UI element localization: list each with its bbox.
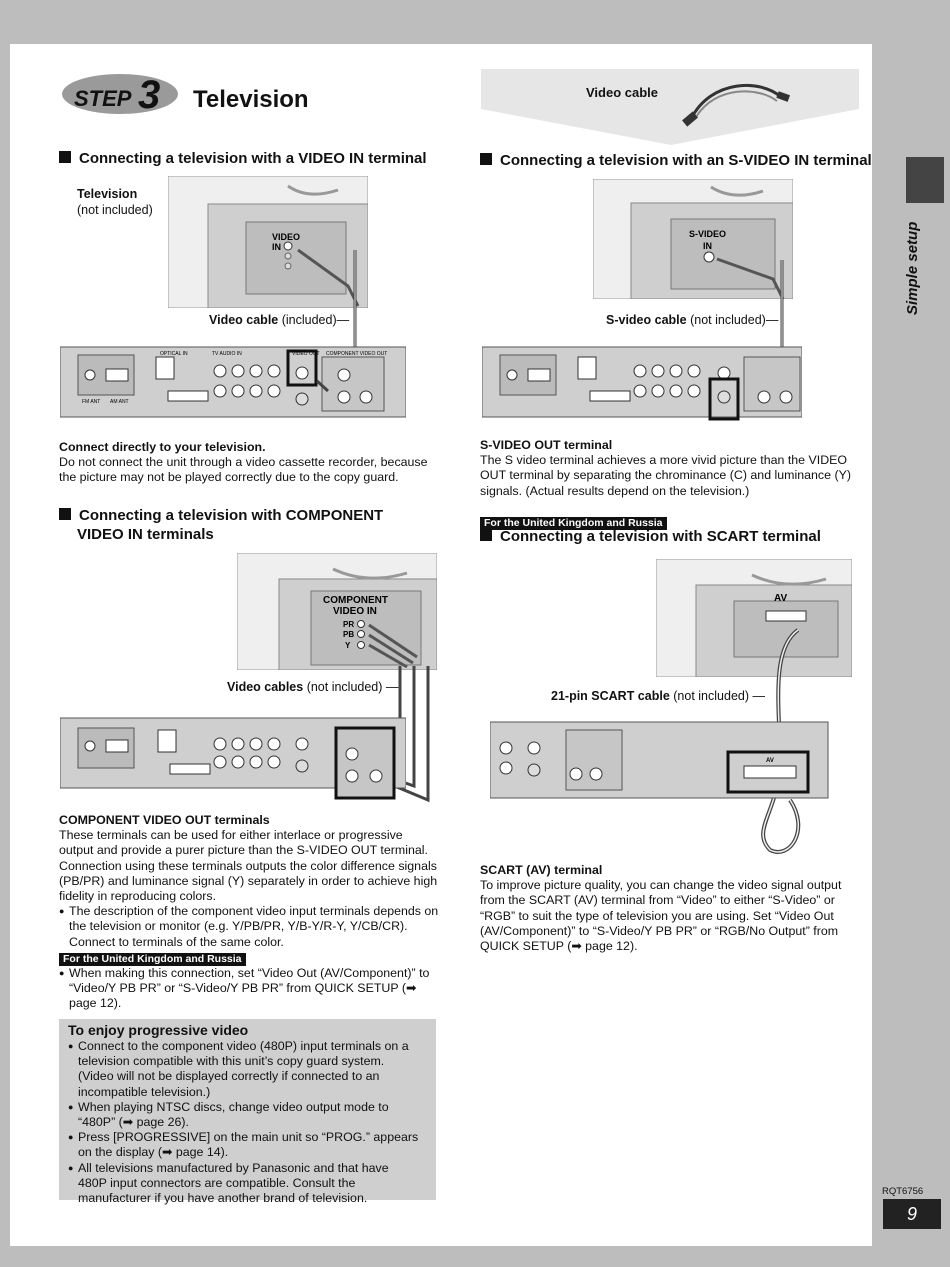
component-jack-icon [360, 391, 372, 403]
jack-icon [500, 762, 512, 774]
component-block [322, 357, 384, 411]
banner-label: Video cable [586, 85, 659, 100]
tv-label: Television (not included) [77, 187, 153, 217]
panel-label: S-VIDEO [689, 229, 727, 239]
component-block [566, 730, 622, 790]
caption-body: The S video terminal achieves a more vivid picture than the VIDEO OUT terminal by separating the chrominance (C) and luminance (Y) signals. (Actual results depend on the television.) [480, 453, 851, 498]
rear-label: TV AUDIO IN [212, 351, 242, 357]
video-cable-label: Video cable (included)— [209, 313, 350, 327]
step-number: 3 [138, 73, 161, 116]
section-heading-scart: Connecting a television with SCART terminal [480, 527, 821, 546]
component-jack-icon [346, 748, 358, 760]
fan-slot [590, 391, 630, 401]
jack-icon [358, 642, 365, 649]
component-bullet-2: ● When making this connection, set “Video Out (AV/Component)” to “Video/Y PB PR” or “S-Video/Y PB PR” from QUICK SETUP (➡ page 12). [59, 966, 439, 1012]
optical-jack-icon [158, 730, 176, 752]
page-title: Television [193, 86, 309, 113]
step-word: STEP [74, 86, 132, 111]
ant-jack-icon [85, 741, 95, 751]
video-out-jack-icon [296, 738, 308, 750]
rear-panel-body [490, 722, 828, 798]
caption-body: These terminals can be used for either interlace or progressive output and provide a purer picture than the S-VIDEO OUT terminal. Connection using these terminals outputs the color difference signals (PB/PR) and luminance signal (Y) separately in order to achieve high fidelity in reproducing colors. [59, 828, 438, 904]
optical-jack-icon [578, 357, 596, 379]
region-tag: For the United Kingdom and Russia [59, 953, 246, 966]
rear-label: VIDEO OUT [292, 351, 320, 357]
video-out-jack-icon [528, 742, 540, 754]
panel-label: PB [343, 630, 355, 639]
caption-scart [480, 863, 860, 954]
optical-jack-icon [156, 357, 174, 379]
page-number: 9 [883, 1199, 941, 1229]
progressive-bullet: ● Press [PROGRESSIVE] on the main unit so “PROG.” appears on the display (➡ page 14). [68, 1130, 420, 1160]
rear-panel-video [60, 343, 406, 429]
progressive-bullet: ● Connect to the component video (480P) input terminals on a television compatible with this unit’s copy guard system. (Video will not be displayed correctly if connected to an incompatible television.) [68, 1039, 420, 1100]
component-jack-icon [570, 768, 582, 780]
side-label-text: Simple setup [904, 221, 921, 315]
ant-jack-icon [507, 370, 517, 380]
rear-label: OPTICAL IN [160, 351, 188, 357]
video-out-jack-icon [296, 367, 308, 379]
jack-icon [500, 742, 512, 754]
rear-label: AM ANT [110, 399, 129, 405]
side-tab-marker [906, 157, 944, 203]
progressive-title: To enjoy progressive video [68, 1022, 249, 1038]
ant-clip-icon [106, 740, 128, 752]
fan-slot [168, 391, 208, 401]
svideo-jack-icon [528, 764, 540, 776]
component-cable-label: Video cables (not included) — [227, 680, 399, 694]
rear-label: COMPONENT VIDEO OUT [326, 351, 388, 357]
caption-svideo-in [480, 438, 860, 499]
rear-panel-component [60, 714, 406, 804]
tv-illustration-component [237, 553, 437, 670]
region-tag: For the United Kingdom and Russia [480, 517, 667, 530]
component-block [744, 357, 800, 411]
section-heading-svideo-in: Connecting a television with an S-VIDEO IN terminal [480, 151, 872, 170]
scart-socket-icon [744, 766, 796, 778]
fan-slot [170, 764, 210, 774]
component-jack-icon [346, 770, 358, 782]
section-heading-component: Connecting a television with COMPONENT VIDEO IN terminals [59, 506, 383, 544]
rear-panel-scart [490, 718, 830, 804]
component-jack-icon [370, 770, 382, 782]
panel-label: PR [343, 620, 355, 629]
ant-jack-icon [85, 370, 95, 380]
svideo-jack-icon [296, 760, 308, 772]
component-jack-icon [780, 391, 792, 403]
rear-label: FM ANT [82, 399, 101, 405]
jack-icon [284, 242, 292, 250]
panel-label: AV [774, 593, 788, 604]
svideo-jack-icon [718, 391, 730, 403]
component-jack-icon [590, 768, 602, 780]
component-jack-icon [758, 391, 770, 403]
video-out-jack-icon [718, 367, 730, 379]
caption-title: Connect directly to your television. [59, 440, 266, 454]
svideo-jack-icon [704, 252, 714, 262]
rear-label: AV [766, 758, 774, 764]
panel-label: VIDEO [272, 232, 301, 242]
banner-shape [481, 69, 859, 145]
step-badge [60, 66, 190, 116]
jack-icon [285, 253, 291, 259]
svideo-cable-label: S-video cable (not included)— [606, 313, 779, 327]
caption-title: COMPONENT VIDEO OUT terminals [59, 813, 270, 827]
component-jack-icon [338, 391, 350, 403]
bottom-band [0, 1246, 950, 1267]
progressive-content [68, 1022, 420, 1206]
scart-cable-label: 21-pin SCART cable (not included) — [551, 689, 765, 703]
model-number: RQT6756 [882, 1186, 924, 1197]
side-label [888, 210, 938, 320]
rear-panel-svideo [482, 343, 802, 429]
panel-label: COMPONENT [323, 595, 388, 606]
top-band [0, 0, 950, 44]
caption-body: To improve picture quality, you can change the video signal output from the SCART (AV) terminal from “Video” to either “S-Video” or “RGB” to suit the type of television you are using. Set “Video Out (AV/Component)” to “S-Video/Y PB PR” or “RGB/No Output” from QUICK SETUP (➡ page 12). [480, 878, 842, 954]
svideo-jack-icon [296, 393, 308, 405]
video-cable-banner [481, 69, 859, 145]
ant-clip-icon [106, 369, 128, 381]
ant-clip-icon [528, 369, 550, 381]
section-heading-video-in: Connecting a television with a VIDEO IN terminal [59, 149, 427, 168]
progressive-bullet: ● All televisions manufactured by Panasonic and that have 480P input connectors are compatible. Consult the manufacturer if you have another brand of television. [68, 1161, 420, 1207]
component-bullet-1: ● The description of the component video input terminals depends on the television or monitor (e.g. Y/PB/PR, Y/B-Y/R-Y, Y/CB/CR). Connect to terminals of the same color. [59, 904, 439, 950]
caption-title: S-VIDEO OUT terminal [480, 438, 613, 452]
panel-label: VIDEO IN [333, 606, 377, 617]
jack-icon [285, 263, 291, 269]
progressive-bullet: ● When playing NTSC discs, change video output mode to “480P” (➡ page 26). [68, 1100, 420, 1130]
panel-label: Y [345, 641, 351, 650]
caption-title: SCART (AV) terminal [480, 863, 603, 877]
component-jack-icon [338, 369, 350, 381]
caption-body: Do not connect the unit through a video cassette recorder, because the picture may not be played correctly due to the copy guard. [59, 455, 428, 485]
jack-icon [358, 631, 365, 638]
panel-label: IN [703, 241, 712, 251]
progressive-video-box [59, 1019, 436, 1206]
jack-icon [358, 621, 365, 628]
caption-video-in [59, 440, 439, 486]
caption-component [59, 813, 439, 1012]
panel-label: IN [272, 242, 281, 252]
component-highlight [336, 728, 394, 798]
